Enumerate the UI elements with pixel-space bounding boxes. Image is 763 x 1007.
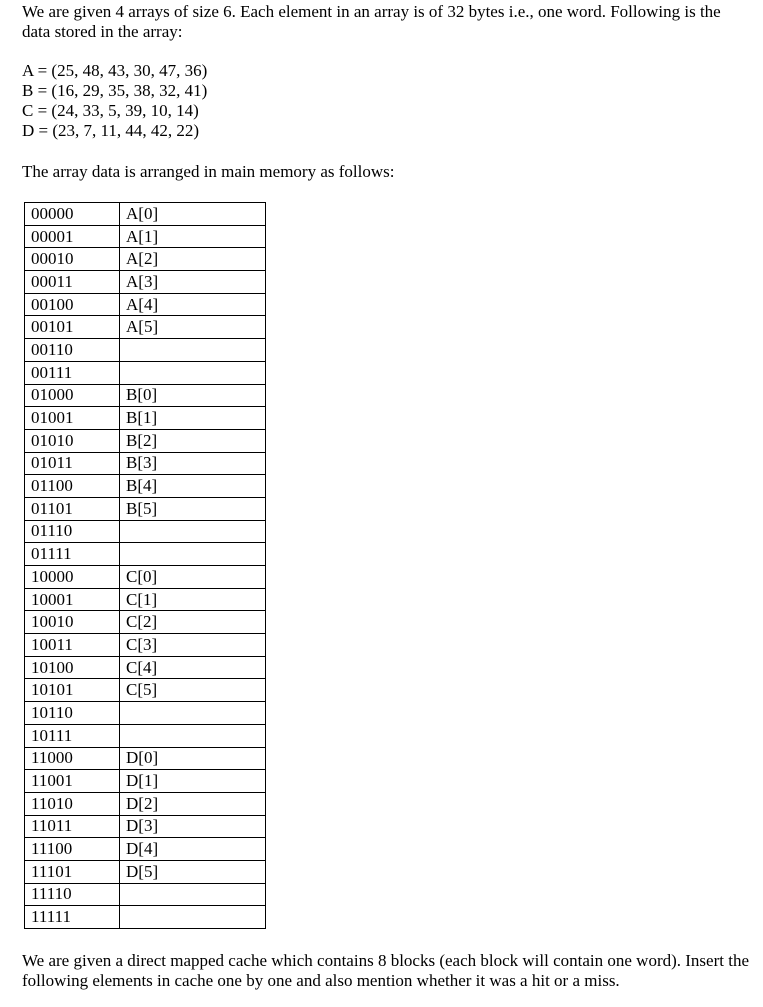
memory-value-cell bbox=[120, 702, 266, 725]
memory-address-cell: 11110 bbox=[25, 883, 120, 906]
memory-address-cell: 10111 bbox=[25, 724, 120, 747]
memory-value-cell: D[4] bbox=[120, 838, 266, 861]
memory-address-cell: 11010 bbox=[25, 792, 120, 815]
memory-value-cell: A[5] bbox=[120, 316, 266, 339]
array-a-definition: A = (25, 48, 43, 30, 47, 36) bbox=[22, 61, 208, 80]
memory-value-cell bbox=[120, 543, 266, 566]
memory-address-cell: 00111 bbox=[25, 361, 120, 384]
memory-row bbox=[25, 271, 266, 294]
memory-row bbox=[25, 203, 266, 226]
memory-value-cell: B[0] bbox=[120, 384, 266, 407]
memory-address-cell: 10100 bbox=[25, 656, 120, 679]
memory-address-cell: 01101 bbox=[25, 497, 120, 520]
memory-row bbox=[25, 838, 266, 861]
memory-address-cell: 01111 bbox=[25, 543, 120, 566]
memory-value-cell: B[4] bbox=[120, 475, 266, 498]
memory-row bbox=[25, 747, 266, 770]
memory-address-cell: 10101 bbox=[25, 679, 120, 702]
memory-address-cell: 00110 bbox=[25, 339, 120, 362]
memory-value-cell: B[2] bbox=[120, 429, 266, 452]
memory-row bbox=[25, 429, 266, 452]
memory-value-cell: B[1] bbox=[120, 407, 266, 430]
memory-row bbox=[25, 339, 266, 362]
memory-value-cell bbox=[120, 361, 266, 384]
memory-row bbox=[25, 520, 266, 543]
memory-row bbox=[25, 906, 266, 929]
memory-value-cell: D[3] bbox=[120, 815, 266, 838]
memory-value-cell: D[0] bbox=[120, 747, 266, 770]
memory-address-cell: 00010 bbox=[25, 248, 120, 271]
memory-row bbox=[25, 248, 266, 271]
array-b-definition: B = (16, 29, 35, 38, 32, 41) bbox=[22, 81, 208, 100]
memory-address-cell: 11000 bbox=[25, 747, 120, 770]
memory-value-cell bbox=[120, 339, 266, 362]
memory-address-cell: 01100 bbox=[25, 475, 120, 498]
memory-address-cell: 11101 bbox=[25, 860, 120, 883]
memory-row bbox=[25, 770, 266, 793]
memory-value-cell bbox=[120, 906, 266, 929]
memory-value-cell bbox=[120, 520, 266, 543]
memory-row bbox=[25, 634, 266, 657]
memory-row bbox=[25, 656, 266, 679]
memory-row bbox=[25, 883, 266, 906]
memory-value-cell: A[3] bbox=[120, 271, 266, 294]
memory-row bbox=[25, 293, 266, 316]
memory-address-cell: 00101 bbox=[25, 316, 120, 339]
memory-row bbox=[25, 452, 266, 475]
memory-address-cell: 10010 bbox=[25, 611, 120, 634]
memory-address-cell: 01000 bbox=[25, 384, 120, 407]
memory-value-cell: A[2] bbox=[120, 248, 266, 271]
memory-address-cell: 00011 bbox=[25, 271, 120, 294]
memory-address-cell: 01110 bbox=[25, 520, 120, 543]
memory-row bbox=[25, 384, 266, 407]
memory-value-cell bbox=[120, 724, 266, 747]
closing-paragraph: We are given a direct mapped cache which contains 8 blocks (each block will contain one word). Insert the following elements in cache one by one and also mention whether it was a hit or a miss. bbox=[22, 951, 749, 990]
memory-value-cell: C[4] bbox=[120, 656, 266, 679]
memory-table bbox=[24, 202, 266, 929]
memory-address-cell: 01010 bbox=[25, 429, 120, 452]
memory-address-cell: 10011 bbox=[25, 634, 120, 657]
memory-value-cell: C[3] bbox=[120, 634, 266, 657]
memory-value-cell: A[1] bbox=[120, 225, 266, 248]
memory-row bbox=[25, 475, 266, 498]
memory-value-cell: B[3] bbox=[120, 452, 266, 475]
memory-address-cell: 01011 bbox=[25, 452, 120, 475]
memory-row bbox=[25, 815, 266, 838]
memory-value-cell: A[0] bbox=[120, 203, 266, 226]
memory-row bbox=[25, 225, 266, 248]
memory-row bbox=[25, 361, 266, 384]
memory-address-cell: 11011 bbox=[25, 815, 120, 838]
memory-table-body bbox=[25, 203, 266, 929]
memory-value-cell: D[1] bbox=[120, 770, 266, 793]
memory-row bbox=[25, 702, 266, 725]
memory-row bbox=[25, 860, 266, 883]
memory-value-cell: C[1] bbox=[120, 588, 266, 611]
memory-address-cell: 00100 bbox=[25, 293, 120, 316]
memory-row bbox=[25, 792, 266, 815]
memory-value-cell: C[0] bbox=[120, 566, 266, 589]
memory-address-cell: 00001 bbox=[25, 225, 120, 248]
memory-address-cell: 10000 bbox=[25, 566, 120, 589]
intro-paragraph: We are given 4 arrays of size 6. Each element in an array is of 32 bytes i.e., one word. Following is the data stored in the array: bbox=[22, 2, 721, 41]
memory-value-cell: A[4] bbox=[120, 293, 266, 316]
memory-value-cell: D[2] bbox=[120, 792, 266, 815]
memory-row bbox=[25, 679, 266, 702]
memory-row bbox=[25, 497, 266, 520]
memory-value-cell: D[5] bbox=[120, 860, 266, 883]
memory-row bbox=[25, 724, 266, 747]
memory-address-cell: 00000 bbox=[25, 203, 120, 226]
memory-address-cell: 01001 bbox=[25, 407, 120, 430]
memory-address-cell: 10001 bbox=[25, 588, 120, 611]
memory-address-cell: 10110 bbox=[25, 702, 120, 725]
memory-address-cell: 11111 bbox=[25, 906, 120, 929]
memory-value-cell: B[5] bbox=[120, 497, 266, 520]
memory-row bbox=[25, 543, 266, 566]
memory-row bbox=[25, 611, 266, 634]
memory-row bbox=[25, 407, 266, 430]
memory-arrangement-caption: The array data is arranged in main memory as follows: bbox=[22, 162, 395, 181]
array-definitions bbox=[22, 61, 207, 141]
memory-value-cell: C[2] bbox=[120, 611, 266, 634]
memory-value-cell: C[5] bbox=[120, 679, 266, 702]
memory-address-cell: 11001 bbox=[25, 770, 120, 793]
memory-row bbox=[25, 316, 266, 339]
array-d-definition: D = (23, 7, 11, 44, 42, 22) bbox=[22, 121, 200, 140]
memory-row bbox=[25, 566, 266, 589]
array-c-definition: C = (24, 33, 5, 39, 10, 14) bbox=[22, 101, 199, 120]
memory-row bbox=[25, 588, 266, 611]
memory-value-cell bbox=[120, 883, 266, 906]
memory-address-cell: 11100 bbox=[25, 838, 120, 861]
